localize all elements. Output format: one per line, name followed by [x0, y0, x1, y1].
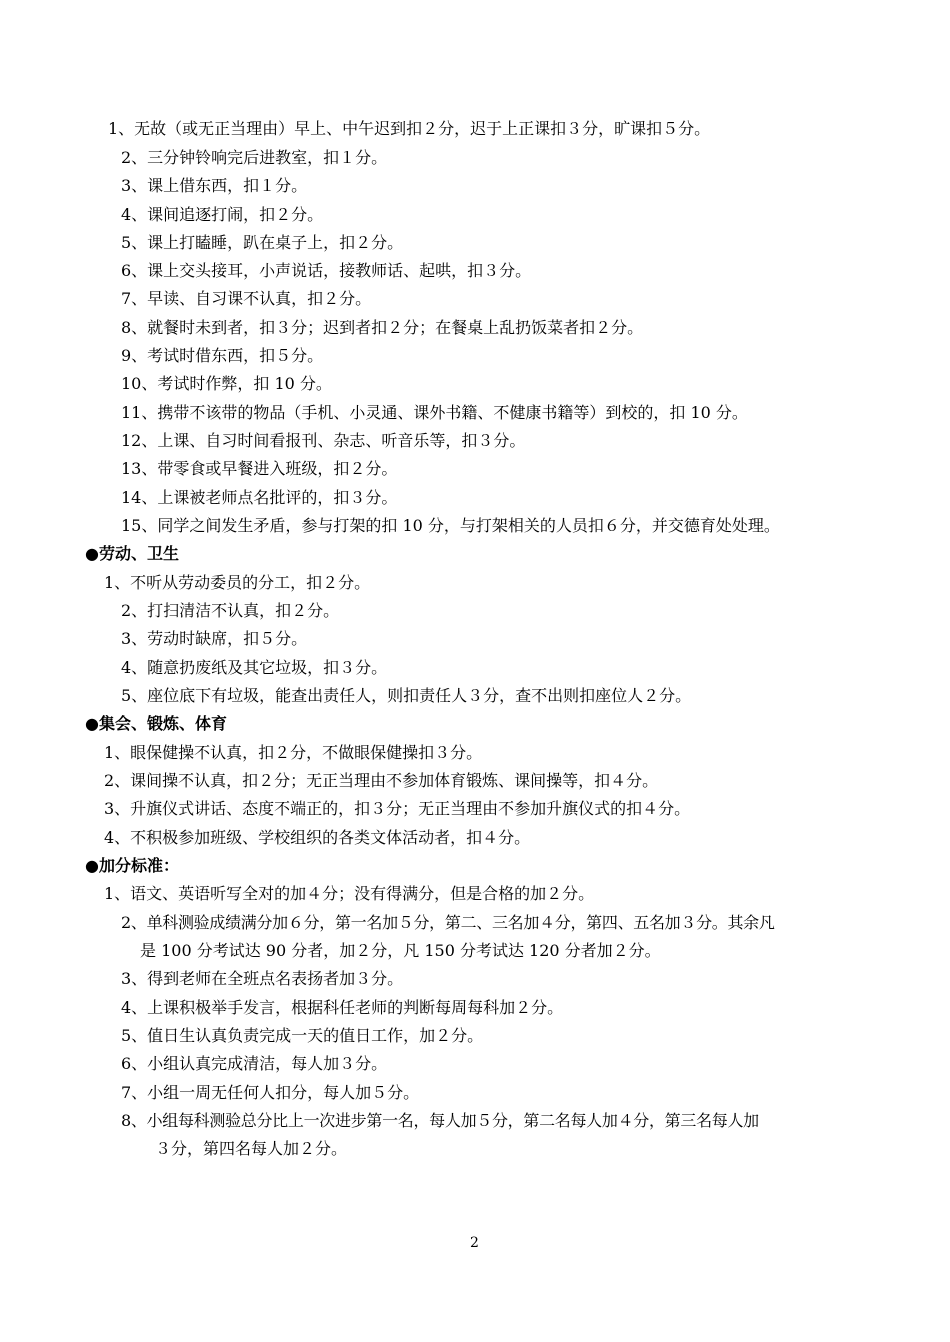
rule-item: 2、三分钟铃响完后进教室，扣１分。 [121, 148, 388, 167]
rule-item: 2、课间操不认真，扣２分；无正当理由不参加体育锻炼、课间操等，扣４分。 [104, 771, 659, 790]
rule-item: 7、小组一周无任何人扣分，每人加５分。 [121, 1083, 420, 1102]
rule-item: 8、就餐时未到者，扣３分；迟到者扣２分；在餐桌上乱扔饭菜者扣２分。 [121, 318, 644, 337]
rule-item: 9、考试时借东西，扣５分。 [121, 346, 324, 365]
rule-item: 1、无故（或无正当理由）早上、中午迟到扣２分，迟于上正课扣３分，旷课扣５分。 [108, 119, 711, 138]
rule-item: 1、不听从劳动委员的分工，扣２分。 [104, 573, 371, 592]
page-number: 2 [470, 1235, 479, 1251]
rule-item: 3、课上借东西，扣１分。 [121, 176, 308, 195]
rule-item: 4、不积极参加班级、学校组织的各类文体活动者，扣４分。 [104, 828, 531, 847]
rule-item: 5、座位底下有垃圾，能查出责任人，则扣责任人３分，查不出则扣座位人２分。 [121, 686, 692, 705]
rule-item: 4、上课积极举手发言，根据科任老师的判断每周每科加２分。 [121, 998, 564, 1017]
rule-item: 8、小组每科测验总分比上一次进步第一名，每人加５分，第二名每人加４分，第三名每人加 [121, 1111, 759, 1130]
section-heading-labor-hygiene: ●劳动、卫生 [85, 544, 179, 563]
rule-item: 10、考试时作弊，扣 10 分。 [121, 374, 332, 393]
rule-item: 11、携带不该带的物品（手机、小灵通、课外书籍、不健康书籍等）到校的，扣 10 分。 [121, 403, 748, 422]
rule-item: 5、课上打瞌睡，趴在桌子上，扣２分。 [121, 233, 404, 252]
rule-item: 4、课间追逐打闹，扣２分。 [121, 205, 324, 224]
rule-item: 2、单科测验成绩满分加６分，第一名加５分，第二、三名加４分，第四、五名加３分。其余凡 [121, 913, 775, 932]
section-heading-assembly-sports: ●集会、锻炼、体育 [85, 714, 227, 733]
rule-item: 3、得到老师在全班点名表扬者加３分。 [121, 969, 404, 988]
rule-item: 4、随意扔废纸及其它垃圾，扣３分。 [121, 658, 388, 677]
rule-item: 6、课上交头接耳，小声说话，接教师话、起哄，扣３分。 [121, 261, 532, 280]
rule-item-continuation: 是 100 分考试达 90 分者，加２分，凡 150 分考试达 120 分者加２分。 [140, 941, 661, 960]
rule-item: 12、上课、自习时间看报刊、杂志、听音乐等，扣３分。 [121, 431, 526, 450]
rule-item: 3、升旗仪式讲话、态度不端正的，扣３分；无正当理由不参加升旗仪式的扣４分。 [104, 799, 691, 818]
rule-item: 1、眼保健操不认真，扣２分，不做眼保健操扣３分。 [104, 743, 483, 762]
rule-item: 7、早读、自习课不认真，扣２分。 [121, 289, 372, 308]
rule-item: 6、小组认真完成清洁，每人加３分。 [121, 1054, 388, 1073]
rule-item: 1、语文、英语听写全对的加４分；没有得满分，但是合格的加２分。 [104, 884, 595, 903]
rule-item: 3、劳动时缺席，扣５分。 [121, 629, 308, 648]
rule-item: 13、带零食或早餐进入班级，扣２分。 [121, 459, 398, 478]
rule-item: 2、打扫清洁不认真，扣２分。 [121, 601, 340, 620]
rule-item: 14、上课被老师点名批评的，扣３分。 [121, 488, 398, 507]
rule-item: 5、值日生认真负责完成一天的值日工作，加２分。 [121, 1026, 484, 1045]
rule-item-continuation: ３分，第四名每人加２分。 [155, 1139, 348, 1158]
section-heading-bonus-points: ●加分标准： [85, 856, 179, 875]
rule-item: 15、同学之间发生矛盾，参与打架的扣 10 分，与打架相关的人员扣６分，并交德育处处理。 [121, 516, 780, 535]
